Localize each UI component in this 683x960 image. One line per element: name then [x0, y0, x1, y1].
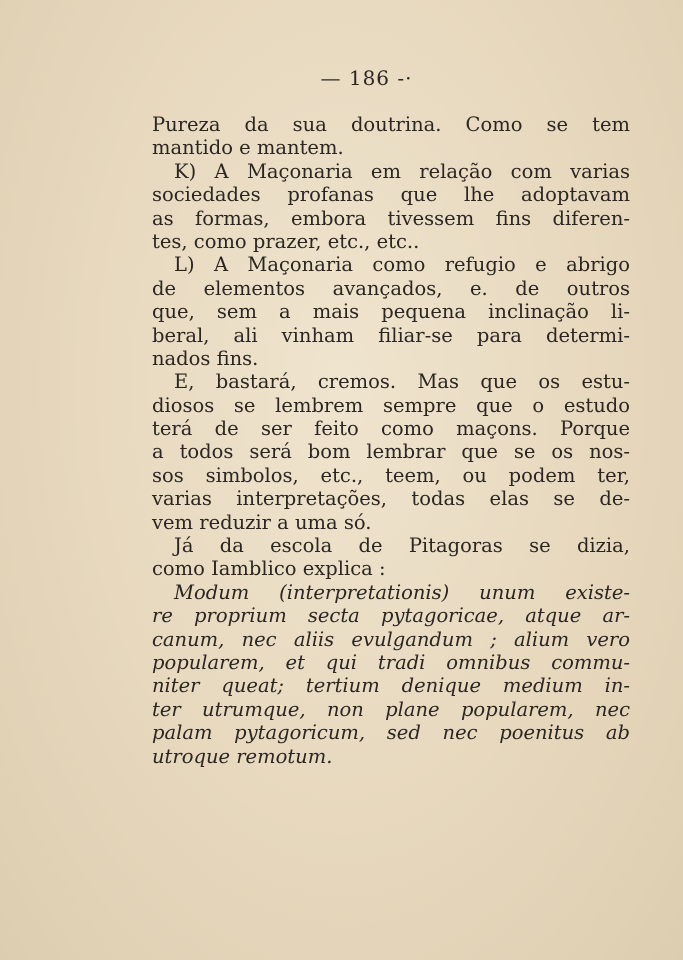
text-line: que, sem a mais pequena inclinação li-	[152, 300, 630, 324]
text-line: Pureza da sua doutrina. Como se tem	[152, 113, 630, 136]
latin-quote-line: re proprium secta pytagoricae, atque ar-	[152, 604, 630, 628]
text-line: varias interpretações, todas elas se de-	[152, 487, 630, 511]
page-body-text	[152, 113, 630, 768]
text-line: sos simbolos, etc., teem, ou podem ter,	[152, 463, 630, 487]
text-line: nados fins.	[152, 346, 259, 370]
text-line: terá de ser feito como maçons. Porque	[152, 417, 630, 441]
latin-quote-line: popularem, et qui tradi omnibus commu-	[152, 650, 630, 674]
text-line: sociedades profanas que lhe adoptavam	[152, 183, 630, 207]
text-line: diosos se lembrem sempre que o estudo	[152, 393, 630, 417]
text-line: as formas, embora tivessem fins diferen-	[152, 206, 630, 230]
text-line: tes, como prazer, etc., etc..	[152, 229, 420, 253]
text-line: mantido e mantem.	[152, 136, 344, 160]
latin-quote-line: palam pytagoricum, sed nec poenitus ab	[152, 721, 630, 745]
text-line: vem reduzir a uma só.	[152, 510, 372, 534]
text-line: como Iamblico explica :	[152, 557, 386, 581]
text-line: L) A Maçonaria como refugio e abrigo	[174, 253, 630, 277]
text-line: Já da escola de Pitagoras se dizia,	[174, 534, 630, 558]
text-line: beral, ali vinham filiar-se para determi-	[152, 323, 630, 347]
latin-quote-line: Modum (interpretationis) unum existe-	[174, 580, 630, 604]
page-number: — 186 -·	[320, 66, 413, 90]
latin-quote-line: utroque remotum.	[152, 744, 333, 768]
text-line: K) A Maçonaria em relação com varias	[174, 159, 630, 183]
text-line: a todos será bom lembrar que se os nos-	[152, 440, 630, 464]
latin-quote-line: niter queat; tertium denique medium in-	[152, 674, 630, 698]
text-line: E, bastará, cremos. Mas que os estu-	[174, 370, 630, 394]
latin-quote-line: canum, nec aliis evulgandum ; alium vero	[152, 627, 630, 651]
latin-quote-line: ter utrumque, non plane popularem, nec	[152, 697, 630, 721]
text-line: de elementos avançados, e. de outros	[152, 276, 630, 300]
